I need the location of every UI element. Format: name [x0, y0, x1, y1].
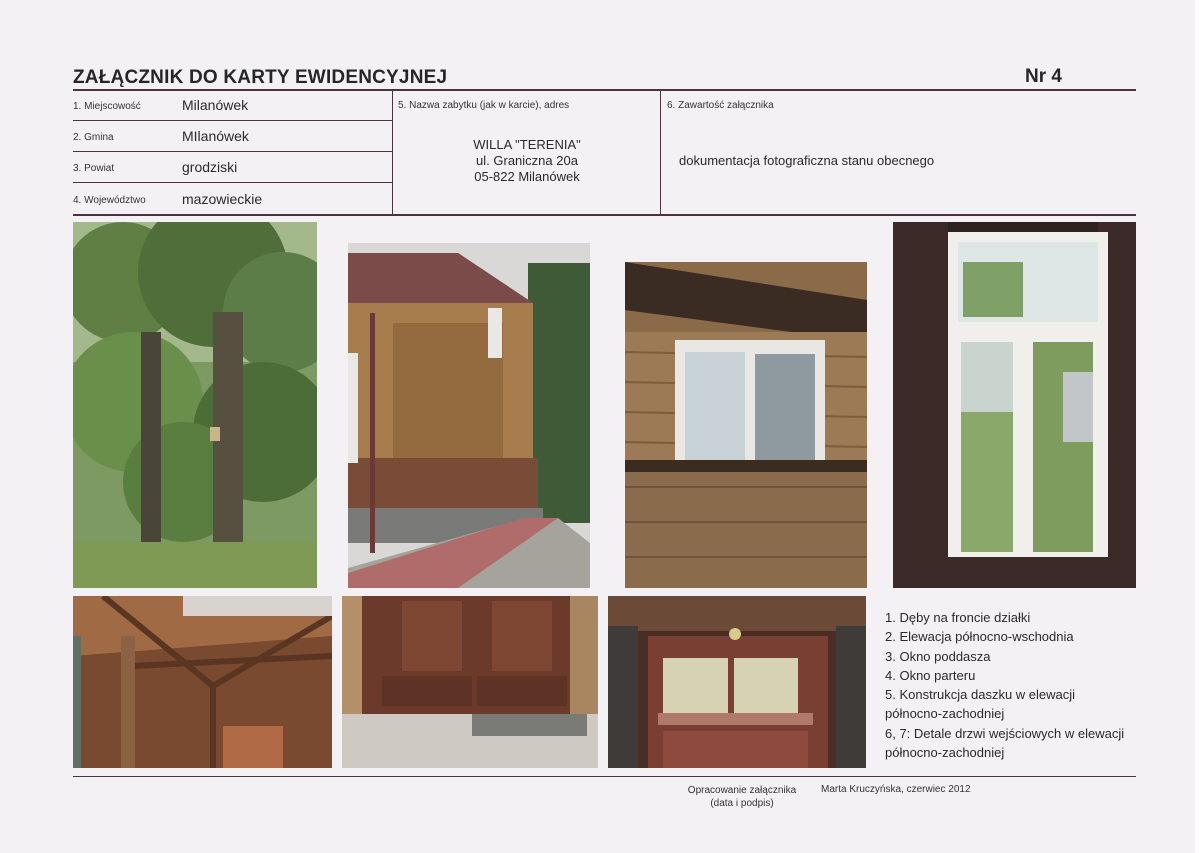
field-value-wojewodztwo: mazowieckie	[182, 191, 263, 207]
field-label-wojewodztwo: 4. Województwo	[73, 195, 146, 206]
attic-window-photo	[625, 262, 867, 588]
document-title: ZAŁĄCZNIK DO KARTY EWIDENCYJNEJ	[73, 67, 448, 88]
field-value-zawartosc: dokumentacja fotograficzna stanu obecnego	[679, 153, 935, 168]
prepared-by-line1: Opracowanie załącznika	[687, 785, 797, 796]
attachment-number: Nr 4	[1025, 66, 1062, 87]
monument-street: ul. Graniczna 20a	[476, 153, 578, 168]
caption-item: północno-zachodniej	[885, 745, 1005, 761]
caption-item: 1. Dęby na froncie działki	[885, 610, 1031, 625]
house-elevation-photo	[348, 243, 590, 588]
sheet-edge	[1195, 0, 1199, 853]
caption-item: 3. Okno poddasza	[885, 648, 991, 664]
caption-item: 5. Konstrukcja daszku w elewacji	[885, 687, 1076, 703]
author-signature: Marta Kruczyńska, czerwiec 2012	[821, 784, 971, 795]
field-label-zabytek: 5. Nazwa zabytku (jak w karcie), adres	[398, 100, 570, 111]
field-value-gmina: MIlanówek	[182, 128, 249, 144]
caption-item: 6, 7: Detale drzwi wejściowych w elewacji	[885, 725, 1125, 741]
porch-roof-photo	[73, 596, 332, 768]
caption-item: 4. Okno parteru	[885, 667, 976, 683]
ground-floor-window-photo	[893, 222, 1136, 588]
title-rule	[73, 89, 1136, 91]
prepared-by-line2: (data i podpis)	[710, 798, 774, 809]
field-label-powiat: 3. Powiat	[73, 163, 115, 174]
field-label-miejscowosc: 1. Miejscowość	[73, 101, 141, 112]
oak-trees-photo	[73, 222, 317, 588]
form-row-rule-2	[73, 151, 392, 152]
form-bottom-rule	[73, 214, 1136, 216]
monument-name: WILLA "TERENIA"	[473, 137, 581, 152]
caption-item: północno-zachodniej	[885, 706, 1005, 722]
door-detail-photo	[342, 596, 598, 768]
monument-postal: 05-822 Milanówek	[474, 169, 580, 184]
form-row-rule-3	[73, 182, 392, 183]
field-label-gmina: 2. Gmina	[73, 132, 114, 143]
field-label-zawartosc: 6. Zawartość załącznika	[667, 100, 774, 111]
prepared-by-label	[676, 784, 808, 810]
caption-item: 2. Elewacja północno-wschodnia	[885, 629, 1074, 645]
footer-rule	[73, 776, 1136, 777]
field-value-powiat: grodziski	[182, 159, 238, 175]
photo-caption-list	[885, 608, 1145, 762]
form-row-rule-1	[73, 120, 392, 121]
entrance-door-photo	[608, 596, 866, 768]
monument-name-address	[393, 137, 661, 185]
field-value-miejscowosc: Milanówek	[182, 97, 249, 113]
